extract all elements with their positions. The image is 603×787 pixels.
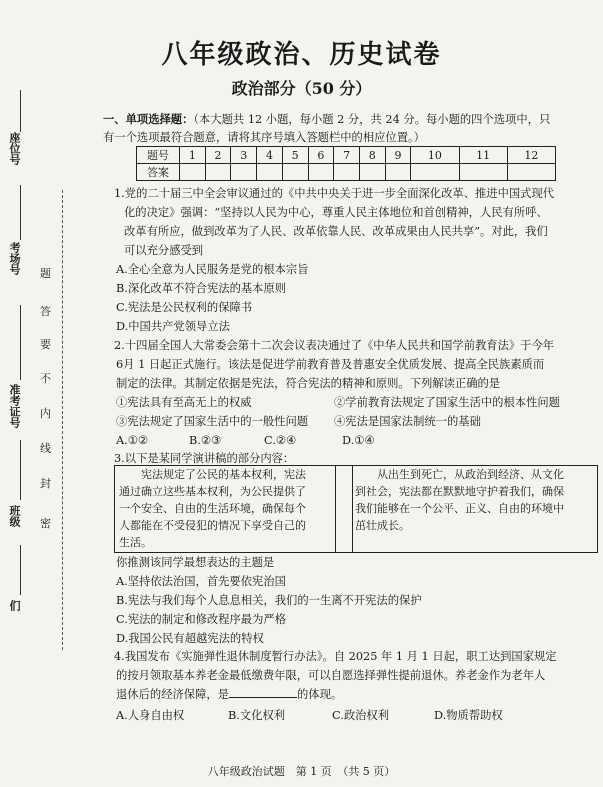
instruction-line-2: 有一个选项最符合题意，请将其序号填入答题栏中的相应位置。） — [103, 131, 425, 144]
table-header-cell: 题号 — [137, 147, 180, 164]
options-row — [114, 706, 599, 725]
binding-line — [62, 190, 63, 650]
question-number-cell: 2 — [205, 147, 231, 164]
class-underline — [20, 440, 21, 500]
seal-word: 题 — [40, 267, 51, 280]
name-label: 们 — [8, 600, 21, 611]
answer-cell[interactable] — [459, 164, 507, 181]
seal-word: 密 — [40, 517, 51, 530]
section-heading: 一、单项选择题： — [103, 112, 194, 126]
option-b[interactable]: B.宪法与我们每个人息息相关，我们的一生离不开宪法的保护 — [116, 594, 422, 607]
answer-cell[interactable] — [359, 164, 385, 181]
question-text-line: 1.党的二十届三中全会审议通过的《中共中央关于进一步全面深化改革、推进中国式现代 — [114, 187, 555, 200]
speech-left-line: 人都能在不受侵犯的情况下享受自己的 — [119, 519, 306, 532]
exam-room-underline — [20, 185, 21, 240]
speech-right-line: 到社会，宪法都在默默地守护着我们，确保 — [355, 485, 564, 498]
speech-box — [114, 465, 598, 553]
option-c[interactable]: C.②④ — [264, 434, 297, 447]
seat-number-label: 座位号 — [8, 132, 21, 165]
statement-4: ④宪法是国家法制统一的基础 — [334, 415, 481, 428]
answer-cell[interactable] — [231, 164, 257, 181]
answer-cell[interactable] — [257, 164, 283, 181]
option-d[interactable]: D.中国共产党领导立法 — [116, 320, 230, 333]
seal-word: 要 — [40, 338, 51, 351]
speech-left-line: 通过确立这些基本权利，为公民提供了 — [119, 485, 306, 498]
speech-right-line: 从出生到死亡，从政治到经济、从文化 — [377, 468, 564, 481]
option-d[interactable]: D.①④ — [342, 434, 375, 447]
page-footer: 八年级政治试题 第 1 页 （共 5 页） — [207, 765, 396, 778]
ticket-number-label: 准考证号 — [8, 384, 21, 428]
speech-right-line: 茁壮成长。 — [355, 519, 410, 532]
question-number-cell: 11 — [459, 147, 507, 164]
option-b[interactable]: B.深化改革不符合宪法的基本原则 — [116, 282, 287, 295]
question-number-cell: 10 — [411, 147, 459, 164]
question-2 — [114, 336, 599, 450]
option-b[interactable]: B.文化权利 — [228, 709, 286, 722]
question-text-fragment: 的体现。 — [296, 688, 343, 701]
answer-cell[interactable] — [334, 164, 360, 181]
option-a[interactable]: A.全心全意为人民服务是党的根本宗旨 — [116, 263, 309, 276]
statement-1: ①宪法具有至高无上的权威 — [116, 396, 252, 409]
question-text-line: 改革有所应，做到改革为了人民、改革依靠人民、改革成果由人民共享”。对此，我们 — [124, 225, 548, 238]
seal-word: 答 — [40, 305, 51, 318]
statement-row — [114, 412, 599, 431]
seal-word: 封 — [40, 477, 51, 490]
speech-left-line: 生活。 — [119, 536, 152, 549]
statement-3: ③宪法规定了国家生活中的一般性问题 — [116, 415, 309, 428]
statement-row — [114, 393, 599, 412]
speech-box-divider — [335, 466, 353, 552]
question-text-line: 制定的法律。其制定依据是宪法，符合宪法的精神和原则。下列解读正确的是 — [116, 377, 501, 390]
question-number-cell: 9 — [385, 147, 411, 164]
options-row — [114, 431, 599, 450]
seal-word: 内 — [40, 407, 51, 420]
option-c[interactable]: C.宪法的制定和修改程序最为严格 — [116, 613, 286, 626]
page-title: 八年级政治、历史试卷 — [161, 40, 442, 70]
seal-word: 不 — [40, 372, 51, 385]
name-underline — [20, 545, 21, 595]
option-d[interactable]: D.我国公民有超越宪法的特权 — [116, 632, 264, 645]
question-1 — [114, 184, 599, 336]
question-number-cell: 4 — [257, 147, 283, 164]
option-d[interactable]: D.物质帮助权 — [434, 709, 503, 722]
question-text-fragment: 退休后的经济保障，是 — [116, 688, 229, 701]
section-subtitle: 政治部分（50 分） — [231, 79, 372, 98]
question-3-stem: 3.以下是某同学演讲稿的部分内容： — [114, 452, 295, 465]
exam-room-label: 考场号 — [8, 242, 21, 275]
question-text-line: 化的决定》强调：“坚持以人民为中心，尊重人民主体地位和首创精神，人民有所呼、 — [124, 206, 548, 219]
section-instruction — [103, 110, 550, 129]
speech-left-panel — [119, 466, 333, 551]
question-4 — [114, 647, 599, 725]
answer-cell[interactable] — [282, 164, 308, 181]
option-c[interactable]: C.宪法是公民权利的保障书 — [116, 301, 253, 314]
answer-table — [136, 146, 556, 181]
answer-cell[interactable] — [180, 164, 206, 181]
question-number-cell: 3 — [231, 147, 257, 164]
question-number-cell: 1 — [180, 147, 206, 164]
answer-cell[interactable] — [411, 164, 459, 181]
question-text-line — [114, 685, 599, 704]
speech-right-panel — [355, 466, 595, 534]
class-label: 班级 — [8, 505, 21, 527]
table-row — [137, 147, 556, 164]
option-a[interactable]: A.人身自由权 — [116, 709, 185, 722]
question-number-cell: 7 — [334, 147, 360, 164]
question-text-line: 可以充分感受到 — [124, 244, 204, 257]
answer-cell[interactable] — [205, 164, 231, 181]
statement-2: ②学前教育法规定了国家生活中的根本性问题 — [334, 396, 560, 409]
speech-right-line: 我们能够在一个公平、正义、自由的环境中 — [355, 502, 564, 515]
question-3-body — [116, 553, 596, 648]
question-text-line: 6月 1 日起正式施行。该法是促进学前教育普及普惠安全优质发展、提高全民族素质而 — [116, 358, 545, 371]
question-text-line: 的按月领取基本养老金最低缴费年限，可以自愿选择弹性提前退休。养老金作为老年人 — [116, 669, 546, 682]
option-a[interactable]: A.坚持依法治国，首先要依宪治国 — [116, 575, 286, 588]
instruction-line-1: （本大题共 12 小题，每小题 2 分，共 24 分。每小题的四个选项中，只 — [193, 113, 551, 126]
option-c[interactable]: C.政治权利 — [332, 709, 390, 722]
answer-cell[interactable] — [507, 164, 555, 181]
table-header-cell: 答案 — [137, 164, 180, 181]
question-number-cell: 8 — [359, 147, 385, 164]
question-number-cell: 5 — [282, 147, 308, 164]
option-a[interactable]: A.①② — [116, 434, 149, 447]
question-text-line: 你推测该同学最想表达的主题是 — [116, 556, 275, 569]
answer-cell[interactable] — [308, 164, 334, 181]
answer-blank[interactable] — [229, 685, 297, 698]
ticket-number-underline — [20, 305, 21, 380]
speech-left-line: 一个安全、自由的生活环境，确保每个 — [119, 502, 306, 515]
question-text-line: 2.十四届全国人大常委会第十二次会议表决通过了《中华人民共和国学前教育法》于今年 — [114, 339, 555, 352]
table-row — [137, 164, 556, 181]
question-text-line: 4.我国发布《实施弹性退休制度暂行办法》。自 2025 年 1 月 1 日起，职工达到国家规定 — [114, 650, 557, 663]
question-number-cell: 6 — [308, 147, 334, 164]
question-number-cell: 12 — [507, 147, 555, 164]
answer-cell[interactable] — [385, 164, 411, 181]
seal-word: 线 — [40, 442, 51, 455]
option-b[interactable]: B.②③ — [189, 434, 222, 447]
speech-left-line: 宪法规定了公民的基本权利，宪法 — [141, 468, 306, 481]
